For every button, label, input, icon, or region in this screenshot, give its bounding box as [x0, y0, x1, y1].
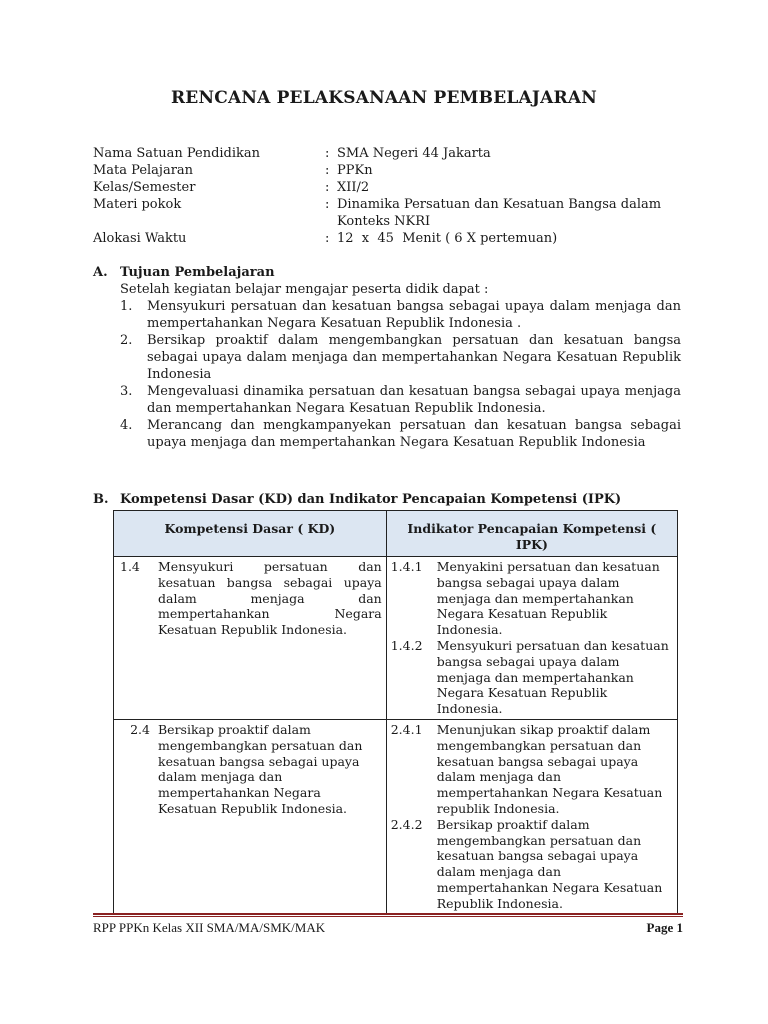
- section-heading: [93, 264, 681, 281]
- competency-table: [113, 510, 678, 915]
- identity-colon: :: [325, 163, 330, 178]
- list-number: 2.: [120, 333, 133, 348]
- identity-value: PPKn: [337, 163, 373, 178]
- ipk-item: [391, 722, 673, 817]
- list-number: 4.: [120, 418, 133, 433]
- ipk-number: 2.4.2: [390, 816, 423, 832]
- kd-item: [118, 559, 382, 638]
- kd-cell: [114, 557, 387, 720]
- identity-label: Mata Pelajaran: [93, 163, 194, 178]
- ipk-number: 1.4.2: [390, 637, 423, 653]
- list-item: [93, 298, 681, 332]
- ipk-item: [391, 559, 673, 638]
- ipk-text: Bersikap proaktif dalam mengembangkan persatuan dan kesatuan bangsa sebagai upaya dalam menjaga dan mempertahankan Negara Kesatuan Republik Indonesia.: [436, 816, 663, 911]
- section-intro: Setelah kegiatan belajar mengajar peserta didik dapat :: [120, 282, 489, 297]
- kd-text: Bersikap proaktif dalam mengembangkan persatuan dan kesatuan bangsa sebagai upaya dalam menjaga dan mempertahankan Negara Kesatuan Republik Indonesia.: [158, 721, 363, 816]
- kd-item: [118, 722, 382, 817]
- identity-label: Alokasi Waktu: [93, 231, 187, 246]
- section-letter: B.: [93, 492, 109, 507]
- identity-value: 12 x 45 Menit ( 6 X pertemuan): [337, 231, 558, 246]
- section-objectives: [93, 264, 681, 451]
- identity-row-subject: [93, 162, 687, 179]
- list-text: Merancang dan mengkampanyekan persatuan dan kesatuan bangsa sebagai upaya menjaga dan mempertahankan Negara Kesatuan Republik Indonesia: [147, 418, 681, 450]
- identity-row-school: [93, 145, 687, 162]
- identity-colon: :: [325, 231, 330, 246]
- identity-value: XII/2: [337, 180, 370, 195]
- header-ipk: Indikator Pencapaian Kompetensi ( IPK): [386, 511, 677, 557]
- identity-block: [93, 145, 687, 247]
- identity-row-time: [93, 230, 687, 247]
- section-title: Kompetensi Dasar (KD) dan Indikator Pencapaian Kompetensi (IPK): [120, 492, 622, 507]
- list-number: 1.: [120, 299, 133, 314]
- kd-number: 1.4: [120, 559, 140, 574]
- list-text: Mensyukuri persatuan dan kesatuan bangsa sebagai upaya dalam menjaga dan mempertahankan Negara Kesatuan Republik Indonesia .: [147, 299, 681, 331]
- identity-colon: :: [325, 197, 330, 212]
- list-item: [93, 417, 681, 451]
- ipk-text: Menyakini persatuan dan kesatuan bangsa sebagai upaya dalam menjaga dan mempertahankan Negara Kesatuan Republik Indonesia.: [436, 559, 660, 638]
- identity-label: Materi pokok: [93, 197, 182, 212]
- table-header-row: [114, 511, 678, 557]
- section-letter: A.: [93, 265, 108, 280]
- identity-colon: :: [325, 146, 330, 161]
- ipk-number: 1.4.1: [390, 559, 423, 574]
- identity-row-class: [93, 179, 687, 196]
- ipk-item: [391, 638, 673, 717]
- list-number: 3.: [120, 384, 133, 399]
- list-text: Bersikap proaktif dalam mengembangkan persatuan dan kesatuan bangsa sebagai upaya dalam menjaga dan mempertahankan Negara Kesatuan Republik Indonesia: [147, 333, 681, 382]
- section-title: Tujuan Pembelajaran: [120, 265, 275, 280]
- list-text: Mengevaluasi dinamika persatuan dan kesatuan bangsa sebagai upaya menjaga dan mempertahankan Negara Kesatuan Republik Indonesia.: [147, 384, 681, 416]
- footer-rule: [93, 913, 683, 915]
- ipk-item: [391, 817, 673, 912]
- footer-left-text: RPP PPKn Kelas XII SMA/MA/SMK/MAK: [93, 920, 326, 935]
- footer-rule-thin: [93, 916, 683, 917]
- objective-list: [93, 298, 681, 451]
- table-row: [114, 719, 678, 914]
- identity-label: Kelas/Semester: [93, 180, 196, 195]
- document-title: RENCANA PELAKSANAAN PEMBELAJARAN: [170, 88, 597, 108]
- ipk-number: 2.4.1: [390, 721, 423, 737]
- list-item: [93, 383, 681, 417]
- kd-cell: [114, 719, 387, 914]
- page-footer: [93, 920, 683, 936]
- ipk-cell: [386, 557, 677, 720]
- identity-value: SMA Negeri 44 Jakarta: [337, 146, 491, 161]
- kd-number: 2.4: [130, 721, 150, 737]
- identity-label: Nama Satuan Pendidikan: [93, 146, 261, 161]
- page-number: Page 1: [646, 920, 683, 935]
- list-item: [93, 332, 681, 383]
- kd-text: Mensyukuri persatuan dan kesatuan bangsa sebagai upaya dalam menjaga dan mempertahankan Negara Kesatuan Republik Indonesia.: [158, 559, 382, 638]
- table-row: [114, 557, 678, 720]
- identity-value: Dinamika Persatuan dan Kesatuan Bangsa dalam Konteks NKRI: [337, 197, 662, 229]
- header-kd: Kompetensi Dasar ( KD): [114, 511, 387, 557]
- identity-row-topic: [93, 196, 687, 230]
- section-heading: [93, 491, 681, 508]
- ipk-text: Menunjukan sikap proaktif dalam mengembangkan persatuan dan kesatuan bangsa sebagai upaya dalam menjaga dan mempertahankan Negara Kesatuan republik Indonesia.: [436, 721, 663, 816]
- section-competency: [93, 491, 681, 508]
- ipk-cell: [386, 719, 677, 914]
- ipk-text: Mensyukuri persatuan dan kesatuan bangsa sebagai upaya dalam menjaga dan mempertahankan Negara Kesatuan Republik Indonesia.: [436, 637, 669, 717]
- identity-colon: :: [325, 180, 330, 195]
